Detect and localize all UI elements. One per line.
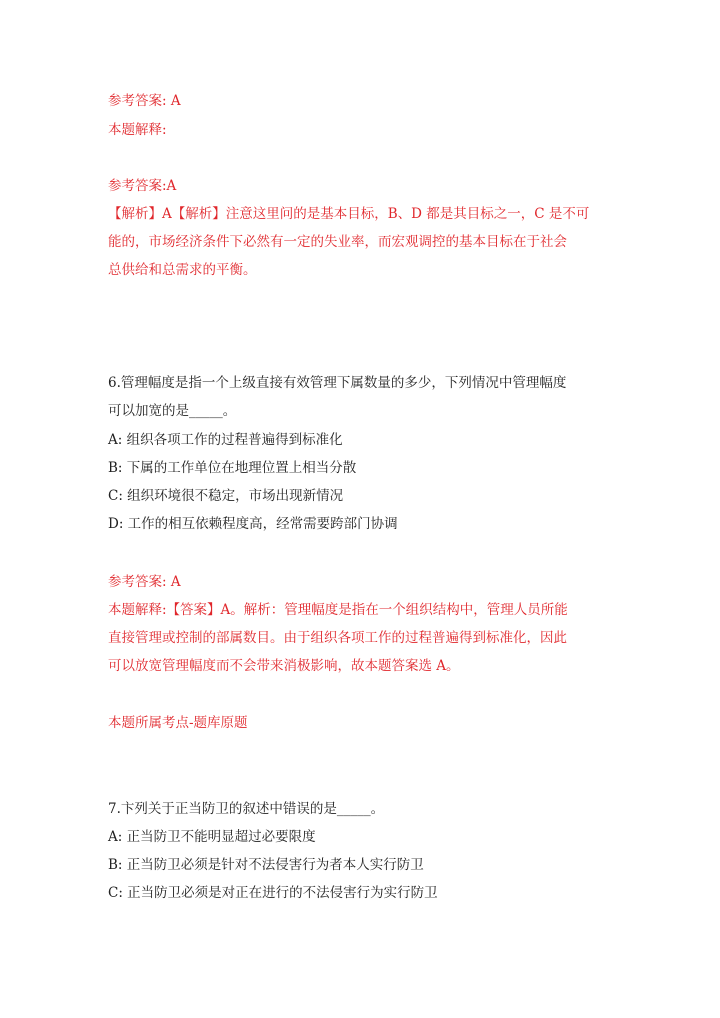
explanation-line: 可以放宽管理幅度而不会带来消极影响，故本题答案选 A。 <box>108 658 460 674</box>
topic-line: 本题所属考点-题库原题 <box>108 715 248 731</box>
explanation-line: 本题解释:【答案】A。解析：管理幅度是指在一个组织结构中，管理人员所能 <box>108 602 568 618</box>
analysis-line: 总供给和总需求的平衡。 <box>108 262 257 278</box>
analysis-line: 能的，市场经济条件下必然有一定的失业率，而宏观调控的基本目标在于社会 <box>108 234 567 250</box>
option-a: A: 组织各项工作的过程普遍得到标准化 <box>108 432 343 448</box>
answer-line: 参考答案: A <box>108 93 181 109</box>
answer-line: 参考答案: A <box>108 574 181 590</box>
question-stem: 7.卞列关于正当防卫的叙述中错误的是_____。 <box>108 801 385 817</box>
option-c: C: 正当防卫必须是对正在进行的不法侵害行为实行防卫 <box>108 885 438 901</box>
question-stem: 6.管理幅度是指一个上级直接有效管理下属数量的多少，下列情况中管理幅度 <box>108 375 567 391</box>
analysis-line: 【解析】A【解析】注意这里问的是基本目标，B、D 都是其目标之一，C 是不可 <box>108 206 590 222</box>
option-a: A: 正当防卫不能明显超过必要限度 <box>108 829 316 845</box>
option-c: C: 组织环境很不稳定，市场出现新情况 <box>108 488 344 504</box>
option-d: D: 工作的相互依赖程度高，经常需要跨部门协调 <box>108 516 398 532</box>
answer-line: 参考答案:A <box>108 178 177 194</box>
option-b: B: 正当防卫必须是针对不法侵害行为者本人实行防卫 <box>108 857 424 873</box>
explanation-line: 直接管理或控制的部属数目。由于组织各项工作的过程普遍得到标准化，因此 <box>108 630 567 646</box>
explanation-label: 本题解释: <box>108 122 167 138</box>
question-stem: 可以加宽的是_____。 <box>108 403 237 419</box>
option-b: B: 下属的工作单位在地理位置上相当分散 <box>108 460 357 476</box>
